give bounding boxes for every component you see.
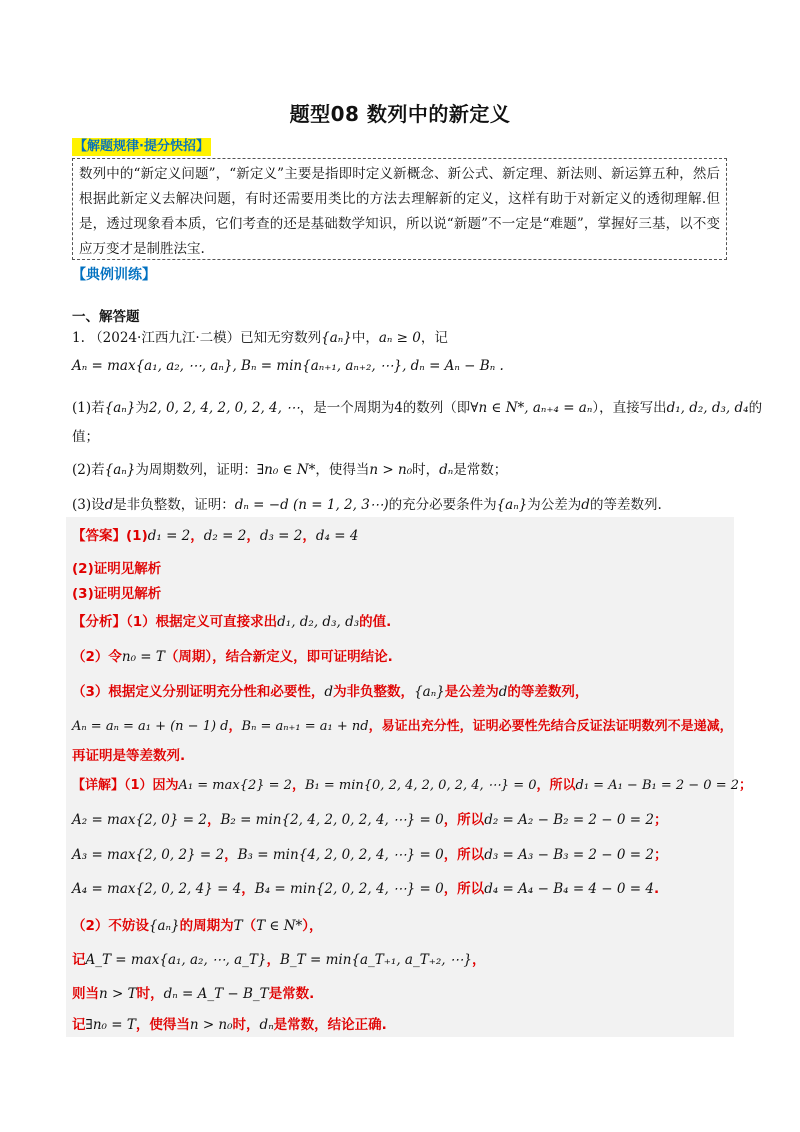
detail-text: ， — [471, 952, 486, 968]
problem-text: 时， — [412, 462, 440, 478]
detail-text: （2）不妨设 — [72, 918, 149, 934]
analysis-line-4 — [72, 715, 732, 734]
math-expr: B₁ = min{0, 2, 4, 2, 0, 2, 4, ⋯} = 0 — [304, 778, 537, 793]
problem-text: 中， — [351, 330, 379, 346]
problem-text: 为周期数列，证明： — [135, 462, 257, 478]
detail-p2-line-2 — [72, 948, 732, 968]
detail-text: 记 — [72, 1017, 86, 1033]
problem-q2 — [72, 458, 732, 478]
math-expr: Aₙ = max{a₁, a₂, ⋯, aₙ}, Bₙ = min{aₙ₊₁, aₙ₊₂, ⋯}, dₙ = Aₙ − Bₙ . — [72, 358, 504, 374]
separator: ， — [266, 952, 281, 968]
math-expr: {aₙ} — [496, 497, 528, 513]
math-expr: A_T = max{a₁, a₂, ⋯, a_T} — [85, 952, 267, 968]
math-expr: Aₙ = aₙ = a₁ + (n − 1) d — [72, 719, 229, 734]
detail-text: ； — [653, 812, 668, 828]
math-expr: d₄ = A₄ − B₄ = 4 − 0 = 4 — [484, 881, 654, 897]
detail-text: ； — [739, 778, 753, 793]
math-expr: dₙ = −d (n = 1, 2, 3⋯) — [234, 497, 389, 513]
analysis-line-2 — [72, 645, 732, 665]
problem-text: (1)若 — [72, 400, 105, 416]
detail-line-1 — [72, 774, 753, 793]
analysis-line-1 — [72, 610, 732, 630]
detail-text: 是常数，结论正确. — [273, 1017, 387, 1033]
problem-text: 是常数； — [453, 462, 508, 478]
examples-label: 【典例训练】 — [72, 267, 156, 283]
detail-text: ； — [653, 847, 668, 863]
math-expr: d₃ = 2 — [259, 528, 303, 544]
problem-text: ，是一个周期为4的数列（即 — [299, 400, 471, 416]
math-expr: ∃n₀ ∈ N* — [256, 462, 316, 478]
detail-line-2 — [72, 808, 732, 828]
analysis-line-5: 再证明是等差数列. — [72, 748, 186, 764]
problem-text: 的充分必要条件为 — [388, 497, 497, 513]
math-expr: d₁ = 2 — [147, 528, 191, 544]
math-expr: dₙ — [439, 462, 454, 478]
separator: ， — [241, 881, 255, 897]
problem-text: 为公差为 — [527, 497, 582, 513]
separator: ， — [206, 812, 221, 828]
problem-text: ，使得当 — [315, 462, 370, 478]
detail-line-3 — [72, 843, 732, 863]
detail-text: 时， — [136, 986, 164, 1002]
math-expr: {aₙ} — [414, 684, 445, 700]
problem-text: 是非负整数，证明： — [113, 497, 235, 513]
math-expr: T — [233, 918, 243, 934]
detail-text: ，所以 — [443, 847, 485, 863]
section-title: 一、解答题 — [72, 309, 140, 325]
math-expr: dₙ = A_T − B_T — [163, 986, 269, 1002]
problem-text: 的 — [748, 400, 763, 416]
math-expr: A₃ = max{2, 0, 2} = 2 — [72, 847, 225, 863]
detail-text: 则当 — [72, 986, 99, 1002]
analysis-text: 为非负整数， — [333, 684, 415, 700]
math-expr: ∀n ∈ N*, aₙ₊₄ = aₙ — [470, 400, 593, 416]
math-expr: {aₙ} — [321, 330, 352, 346]
math-expr: {aₙ} — [148, 918, 180, 934]
math-expr: d — [324, 684, 334, 700]
detail-text: 是常数. — [268, 986, 315, 1002]
math-expr: {aₙ} — [104, 400, 136, 416]
detail-text: ，所以 — [443, 812, 485, 828]
analysis-text: （周期），结合新定义，即可证明结论. — [164, 649, 393, 665]
problem-q3 — [72, 493, 732, 513]
detail-text: ）， — [302, 918, 323, 934]
analysis-text: 是公差为 — [444, 684, 499, 700]
problem-text: (2)若 — [72, 462, 105, 478]
problem-text: 的等差数列. — [589, 497, 662, 513]
math-expr: d₄ = 4 — [315, 528, 359, 544]
analysis-text: ，易证出充分性，证明必要性先结合反证法证明数列不是递减， — [368, 719, 733, 734]
math-expr: n > n₀ — [189, 1017, 233, 1033]
math-expr: 2, 0, 2, 4, 2, 0, 2, 4, ⋯ — [148, 400, 300, 416]
math-expr: d — [498, 684, 508, 700]
separator: ， — [224, 847, 238, 863]
problem-text: ），直接写出 — [592, 400, 667, 416]
detail-text: 的周期为 — [179, 918, 234, 934]
analysis-text: 的等差数列， — [507, 684, 589, 700]
detail-text: 时， — [232, 1017, 260, 1033]
math-expr: A₁ = max{2} = 2 — [178, 778, 292, 793]
math-expr: A₂ = max{2, 0} = 2 — [72, 812, 207, 828]
detail-text: . — [653, 881, 660, 897]
math-expr: ∃n₀ = T — [85, 1017, 136, 1033]
math-expr: dₙ — [259, 1017, 274, 1033]
answer-line-2: (2)证明见解析 — [72, 561, 162, 577]
problem-line-1 — [72, 326, 732, 346]
math-expr: n > n₀ — [369, 462, 413, 478]
math-expr: d — [104, 497, 114, 513]
analysis-text: 的值. — [359, 614, 392, 630]
separator: ， — [190, 528, 204, 544]
separator: ， — [302, 528, 316, 544]
math-expr: Bₙ = aₙ₊₁ = a₁ + nd — [241, 719, 369, 734]
problem-text: (3)设 — [72, 497, 105, 513]
math-expr: d₁ = A₁ − B₁ = 2 − 0 = 2 — [575, 778, 739, 793]
detail-text: 记 — [72, 952, 86, 968]
separator: ， — [291, 778, 305, 793]
analysis-text: （2）令 — [72, 649, 122, 665]
math-expr: n₀ = T — [121, 649, 165, 665]
problem-line-2 — [72, 358, 732, 374]
math-expr: d₁, d₂, d₃, d₄ — [666, 400, 749, 416]
answer-line-3: (3)证明见解析 — [72, 586, 162, 602]
detail-text: （ — [242, 918, 257, 934]
detail-line-4 — [72, 877, 732, 897]
math-expr: d — [581, 497, 590, 513]
answer-label: 【答案】(1) — [72, 528, 148, 544]
separator: ， — [228, 719, 242, 734]
math-expr: B_T = min{a_T₊₁, a_T₊₂, ⋯} — [280, 952, 472, 968]
problem-text: 值； — [72, 429, 99, 445]
analysis-label: 【分析】（1）根据定义可直接求出 — [72, 614, 278, 630]
math-expr: A₄ = max{2, 0, 2, 4} = 4 — [72, 881, 242, 897]
detail-text: ，使得当 — [135, 1017, 190, 1033]
math-expr: T ∈ N* — [256, 918, 303, 934]
detail-p2-line-3 — [72, 982, 732, 1002]
problem-text: ，记 — [420, 330, 448, 346]
analysis-line-3 — [72, 680, 732, 700]
analysis-text: （3）根据定义分别证明充分性和必要性， — [72, 684, 325, 700]
answer-line-1 — [72, 524, 732, 544]
math-expr: B₄ = min{2, 0, 2, 4, ⋯} = 0 — [254, 881, 444, 897]
detail-p2-line-4 — [72, 1013, 732, 1033]
math-expr: d₂ = 2 — [203, 528, 247, 544]
detail-text: ，所以 — [443, 881, 485, 897]
problem-text: 1. （2024·江西九江·二模）已知无穷数列 — [72, 330, 322, 346]
separator: ， — [246, 528, 260, 544]
detail-label: 【详解】（1）因为 — [72, 778, 179, 793]
math-expr: d₃ = A₃ − B₃ = 2 − 0 = 2 — [484, 847, 654, 863]
detail-text: ，所以 — [536, 778, 576, 793]
problem-text: 为 — [135, 400, 149, 416]
tip-box — [72, 158, 727, 260]
problem-q1-cont — [72, 425, 732, 445]
math-expr: B₂ = min{2, 4, 2, 0, 2, 4, ⋯} = 0 — [220, 812, 444, 828]
problem-q1 — [72, 396, 763, 416]
tip-text: 数列中的“新定义问题”，“新定义”主要是指即时定义新概念、新公式、新定理、新法则、新运算五种，然后根据此新定义去解决问题，有时还需要用类比的方法去理解新的定义，这样有助于对新定义的透彻理解.但是，透过现象看本质，它们考查的还是基础数学知识，所以说“新题”不一定是“难题”，掌握好三基，以不变应万变才是制胜法宝. — [79, 166, 720, 257]
math-expr: B₃ = min{4, 2, 0, 2, 4, ⋯} = 0 — [237, 847, 444, 863]
detail-p2-line-1 — [72, 914, 732, 934]
math-expr: aₙ ≥ 0 — [378, 330, 421, 346]
math-expr: d₁, d₂, d₃, d₃ — [277, 614, 360, 630]
math-expr: {aₙ} — [104, 462, 136, 478]
page-title: 题型08 数列中的新定义 — [289, 102, 511, 126]
tip-label: 【解题规律·提分快招】 — [74, 139, 209, 154]
math-expr: n > T — [99, 986, 137, 1002]
math-expr: d₂ = A₂ − B₂ = 2 − 0 = 2 — [484, 812, 654, 828]
